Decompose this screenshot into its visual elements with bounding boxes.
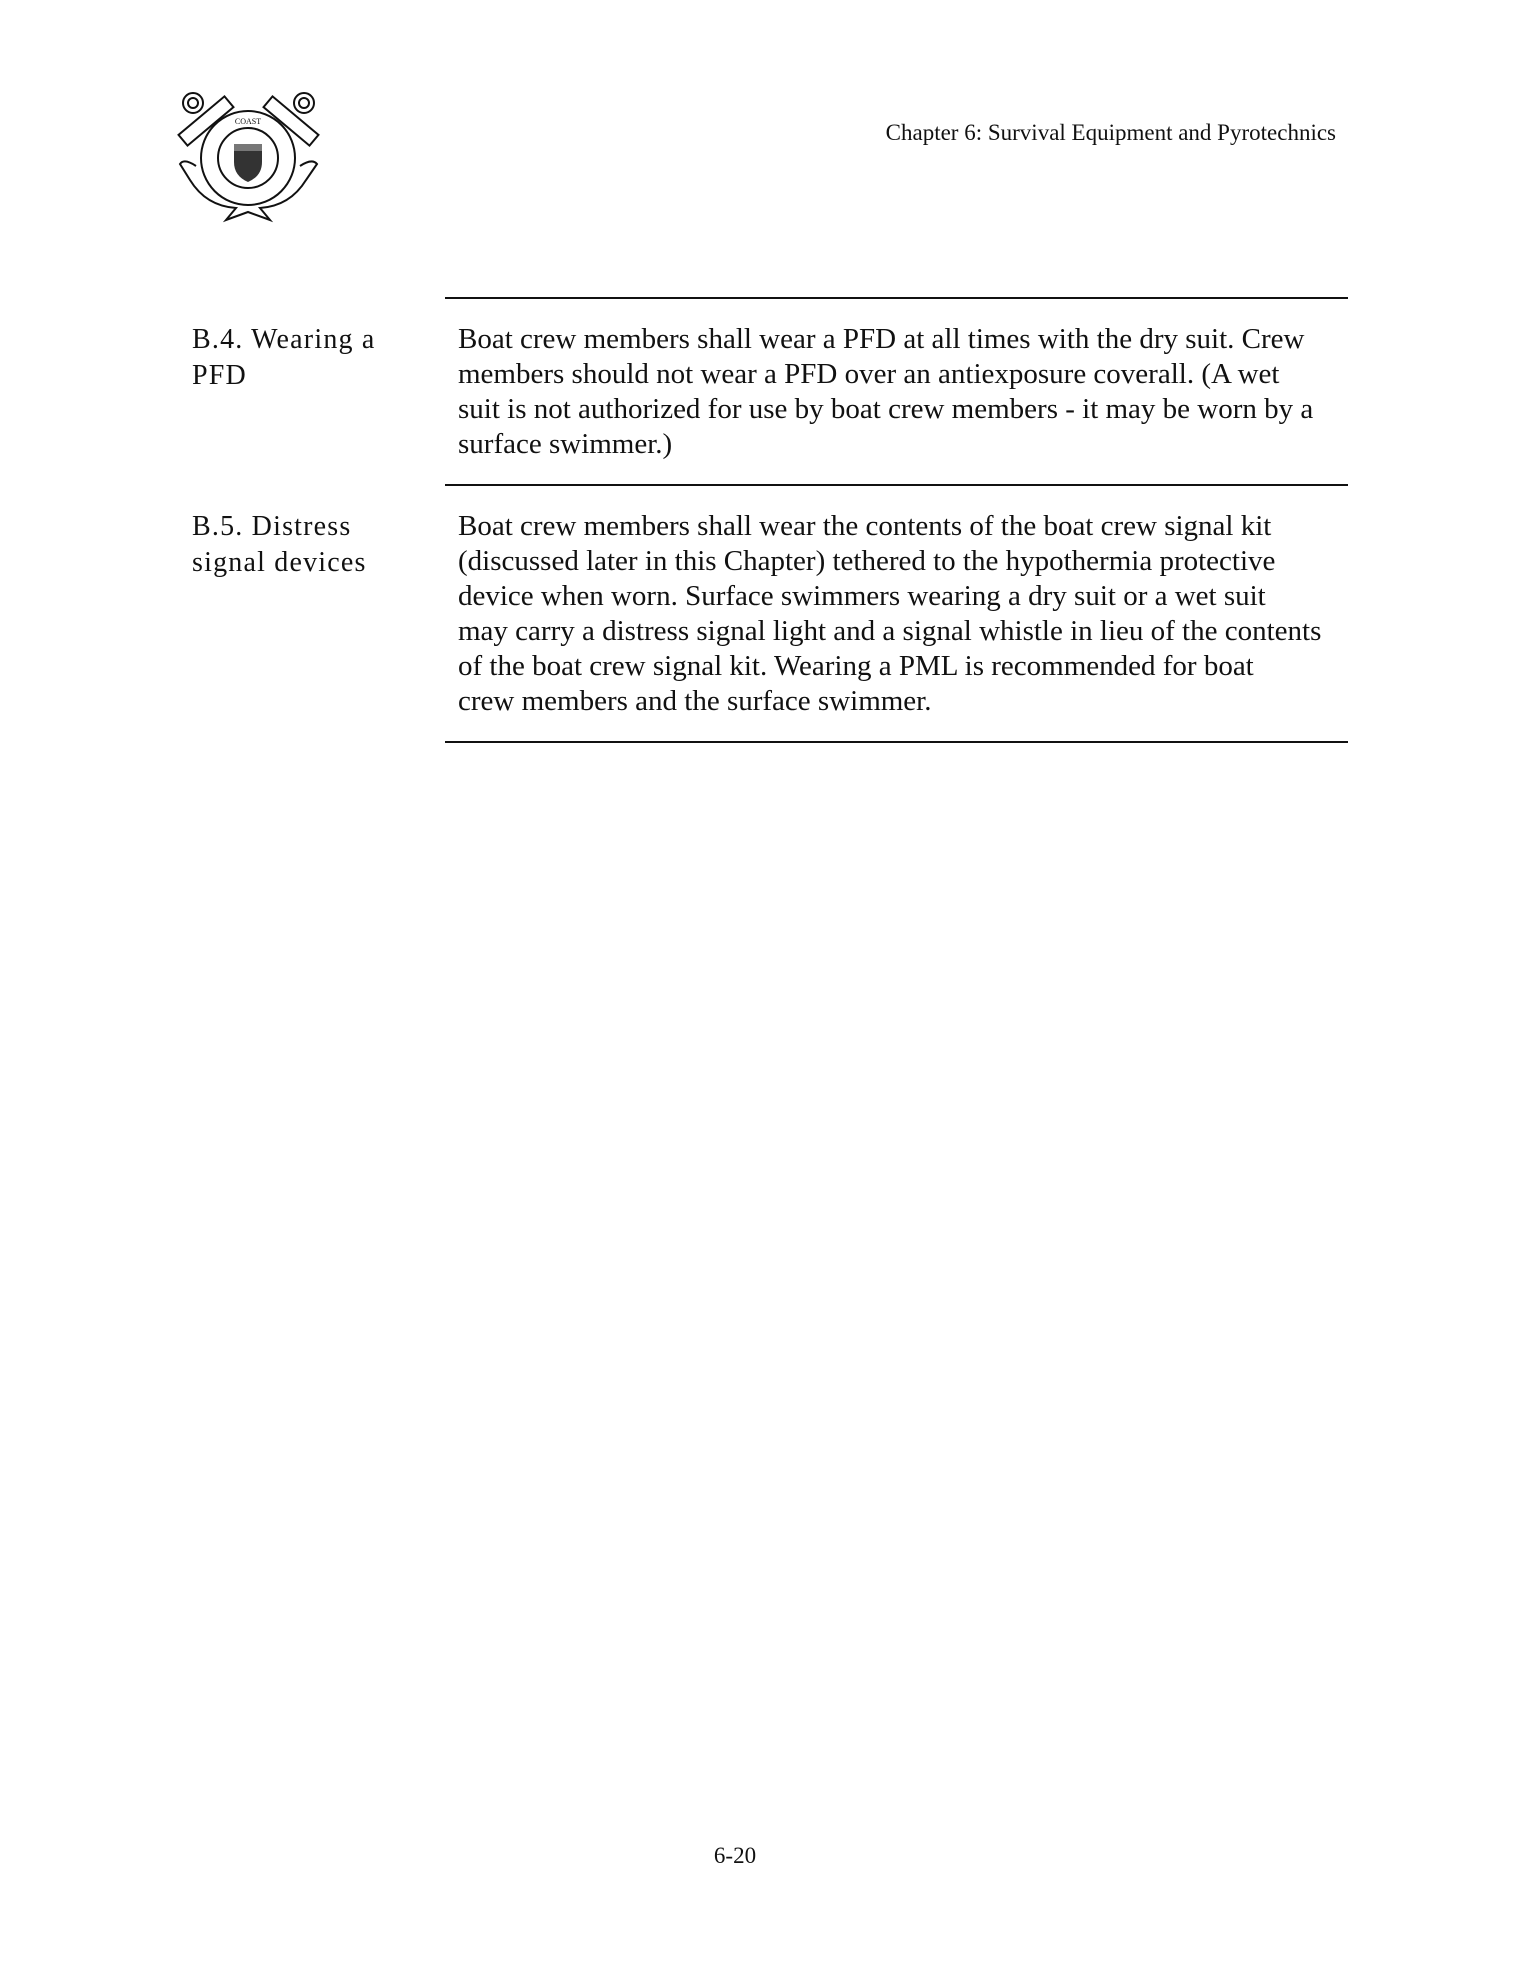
body-line: members should not wear a PFD over an antiexposure coverall. (A wet [458, 358, 1280, 390]
body-line: device when worn. Surface swimmers wearing a dry suit or a wet suit [458, 580, 1266, 612]
label-line: B.4. Wearing a [192, 324, 376, 355]
body-line: surface swimmer.) [458, 428, 673, 460]
section-body-b4 [458, 322, 1358, 462]
section-label-b4 [192, 322, 376, 394]
label-line: B.5. Distress [192, 511, 352, 542]
chapter-header: Chapter 6: Survival Equipment and Pyrotechnics [885, 120, 1336, 145]
body-line: Boat crew members shall wear the contents of the boat crew signal kit [458, 510, 1272, 542]
body-line: may carry a distress signal light and a signal whistle in lieu of the contents [458, 615, 1322, 647]
body-line: suit is not authorized for use by boat crew members - it may be worn by a [458, 393, 1314, 425]
section-body-b5 [458, 509, 1358, 719]
body-line: of the boat crew signal kit. Wearing a PML is recommended for boat [458, 650, 1254, 682]
coast-guard-seal-logo [176, 88, 321, 223]
section-divider [445, 741, 1348, 743]
label-line: signal devices [192, 547, 367, 578]
body-line: crew members and the surface swimmer. [458, 685, 932, 717]
svg-text:COAST: COAST [234, 117, 262, 126]
body-line: Boat crew members shall wear a PFD at all times with the dry suit. Crew [458, 323, 1305, 355]
section-label-b5 [192, 509, 367, 581]
label-line: PFD [192, 360, 247, 391]
page-number: 6-20 [713, 1843, 757, 1868]
section-divider [445, 297, 1348, 299]
section-divider [445, 484, 1348, 486]
body-line: (discussed later in this Chapter) tethered to the hypothermia protective [458, 545, 1276, 577]
